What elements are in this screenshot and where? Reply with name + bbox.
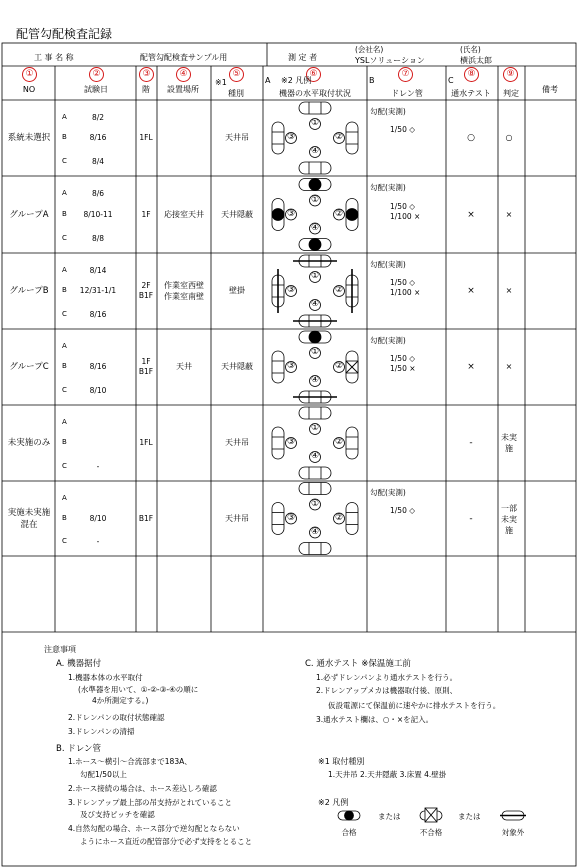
slope-value: 1/50 ◇ (390, 505, 415, 515)
position-number: ① (310, 423, 320, 433)
sub-label: B (62, 209, 67, 218)
left-capsule (272, 351, 284, 383)
position-number: ③ (286, 285, 296, 295)
col-a-label: 機器の水平取付状況 (279, 89, 351, 98)
notes-a-title: A. 機器据付 (56, 659, 102, 669)
note-item: 勾配1/50以上 (80, 770, 127, 779)
sub-label: C (62, 157, 67, 165)
slope-label: 勾配(実測) (370, 336, 406, 345)
notes-c-title: C. 通水テスト ※保温施工前 (305, 659, 411, 669)
notes-heading: 注意事項 (44, 645, 76, 654)
top-mark (309, 179, 321, 191)
unit-level-diagram (272, 483, 358, 555)
slope-value: 1/50 ◇ (390, 354, 415, 363)
company-name: YSLソリューション (355, 56, 425, 65)
sub-label: A (62, 342, 67, 350)
judgement: ○ (505, 133, 513, 142)
position-number: ① (310, 118, 320, 128)
slope-value: 1/100 × (390, 288, 421, 297)
water-test-result: - (469, 513, 473, 524)
sub-label: B (62, 513, 67, 522)
row-name: 実施未実施 (7, 507, 51, 518)
legend-pass-mark (345, 811, 354, 820)
sub-label: C (62, 310, 67, 318)
legend (338, 808, 526, 822)
unit-level-diagram (272, 255, 358, 327)
location-value: 作業室南壁 (164, 292, 204, 301)
person-label: (氏名) (460, 45, 481, 54)
test-date: 12/31-1/1 (79, 286, 117, 295)
sub-label: C (62, 537, 67, 545)
position-number: ③ (286, 512, 296, 523)
column-number-3: ③ (139, 67, 154, 82)
top-capsule (299, 102, 331, 114)
position-number: ③ (286, 208, 296, 219)
notes-b-title: B. ドレン管 (56, 744, 102, 754)
test-date: 8/6 (91, 189, 105, 198)
note2-title: ※2 凡例 (318, 798, 349, 807)
right-capsule (346, 122, 358, 154)
note-item: 及び支持ピッチを確認 (80, 810, 155, 819)
test-date: 8/14 (89, 266, 107, 275)
right-mark (346, 209, 358, 221)
judgement: × (505, 209, 513, 219)
floor-value: 2F (141, 281, 151, 290)
slope-label: 勾配(実測) (370, 260, 406, 269)
unit-level-diagram (272, 331, 358, 403)
position-number: ③ (286, 437, 296, 447)
note-item: 1.機器本体の水平取付 (68, 673, 143, 682)
col-no: NO (22, 85, 36, 94)
floor-value: 1F (141, 357, 151, 366)
judgement: 施 (505, 444, 513, 453)
col-judge: 判定 (503, 89, 519, 98)
sub-label: B (62, 362, 67, 370)
col-type: 種別 (228, 89, 244, 98)
water-test-result: × (467, 286, 475, 296)
test-date: 8/16 (89, 362, 107, 371)
top-mark (309, 331, 321, 343)
row-name: 混在 (20, 519, 38, 530)
water-test-result: × (467, 209, 475, 220)
slope-value: 1/50 ◇ (390, 125, 415, 134)
position-number: ④ (310, 451, 320, 461)
floor-value: 1FL (139, 438, 153, 447)
note-item: 3.ドレンパンの清掃 (68, 727, 135, 736)
unit-level-diagram (272, 102, 358, 174)
note-item: 2.ホース接続の場合は、ホース差込しろ確認 (68, 784, 217, 793)
col-c-head: C (448, 76, 454, 85)
test-date: 8/10 (89, 386, 107, 395)
type-value: 天井吊 (225, 513, 249, 523)
note-item: 3.ドレンアップ最上部の吊支持がとれていること (68, 798, 232, 807)
column-number-4: ④ (176, 67, 191, 82)
legend-na-label: 対象外 (501, 828, 525, 837)
project-name: 配管勾配検査サンプル用 (140, 53, 228, 62)
judgement: × (505, 286, 513, 295)
row-name: グループB (9, 286, 49, 296)
test-date: 8/10-11 (83, 209, 113, 219)
position-number: ② (334, 132, 344, 142)
position-number: ④ (310, 222, 320, 233)
column-number-2: ② (89, 67, 104, 82)
test-date: 8/16 (89, 310, 107, 319)
top-capsule (299, 407, 331, 419)
test-date: 8/2 (91, 113, 105, 122)
note-item: 4か所測定する。) (92, 696, 149, 705)
bottom-capsule (299, 467, 331, 479)
slope-value: 1/100 × (390, 211, 421, 221)
position-number: ② (334, 208, 344, 219)
position-number: ② (334, 285, 344, 295)
row-name: 系統未選択 (7, 133, 51, 143)
slope-label: 勾配(実測) (370, 488, 406, 497)
position-number: ② (334, 512, 344, 523)
sub-label: C (62, 386, 67, 394)
bottom-capsule (299, 543, 331, 555)
column-number-8: ⑧ (464, 67, 479, 82)
sub-label: A (62, 494, 67, 502)
company-label: (会社名) (355, 45, 384, 54)
col-type-note: ※1 (215, 78, 227, 87)
person-name: 横浜太郎 (460, 56, 492, 65)
outer-border (2, 43, 576, 866)
type-value: 天井吊 (225, 133, 249, 142)
position-number: ④ (310, 299, 320, 309)
column-number-9: ⑨ (503, 67, 518, 82)
row-name: グループC (9, 362, 49, 372)
legend-pass-label: 合格 (341, 828, 357, 837)
col-date: 試験日 (84, 85, 108, 94)
position-number: ③ (286, 132, 296, 142)
sub-label: B (62, 133, 67, 141)
unit-level-diagram (272, 407, 358, 479)
col-b-head: B (369, 76, 375, 85)
note-item: 3.通水テスト欄は、○・×を記入。 (316, 715, 434, 724)
note-item: 1.必ずドレンパンより通水テストを行う。 (316, 673, 458, 682)
position-number: ① (310, 271, 320, 281)
bottom-mark (309, 239, 321, 251)
left-mark (272, 209, 284, 221)
position-number: ④ (310, 375, 320, 385)
col-remarks: 備考 (542, 85, 558, 94)
note1-title: ※1 取付種別 (318, 757, 365, 766)
sub-label: B (62, 286, 67, 294)
column-number-5: ⑤ (229, 67, 244, 82)
note1-text: 1.天井吊 2.天井隠蔽 3.床置 4.壁掛 (328, 770, 447, 779)
water-test-result: × (467, 362, 475, 372)
column-number-7: ⑦ (398, 67, 413, 82)
position-number: ① (310, 194, 320, 205)
left-capsule (272, 503, 284, 535)
note-item: 2.ドレンアップメカは機器取付後、原則、 (316, 686, 458, 695)
position-number: ④ (310, 526, 320, 537)
note-item: ようにホース直近の配管部分で必ず支持をとること (80, 837, 253, 846)
note-item: (水準器を用いて、①-②-③-④の順に (78, 685, 199, 694)
location-value: 作業室西壁 (164, 281, 204, 290)
test-date: 8/16 (89, 133, 107, 142)
floor-value: 1F (141, 209, 151, 219)
slope-label: 勾配(実測) (370, 183, 406, 192)
judgement: 一部 (501, 503, 517, 513)
column-number-6: ⑥ (306, 67, 321, 82)
right-capsule (346, 503, 358, 535)
water-test-result: ○ (467, 133, 475, 143)
slope-label: 勾配(実測) (370, 107, 406, 116)
sub-label: A (62, 113, 67, 121)
position-number: ② (334, 361, 344, 371)
top-capsule (299, 483, 331, 495)
water-test-result: - (469, 438, 473, 448)
sub-label: B (62, 438, 67, 446)
type-value: 壁掛 (229, 286, 245, 295)
sub-label: A (62, 266, 67, 274)
position-number: ① (310, 498, 320, 509)
note-item: 1.ホース～横引～合流部まで183A、 (68, 757, 192, 766)
slope-value: 1/50 ◇ (390, 278, 415, 287)
col-a-head: A (265, 76, 271, 85)
floor-value: B1F (138, 291, 154, 300)
legend-or: または (378, 812, 401, 821)
type-value: 天井隠蔽 (221, 362, 253, 371)
legend-or: または (458, 812, 481, 821)
test-date: 8/4 (91, 157, 105, 166)
judgement: 施 (505, 525, 513, 535)
test-date: 8/10 (89, 513, 107, 523)
bottom-capsule (299, 162, 331, 174)
note-item: 4.自然勾配の場合、ホース部分で逆勾配とならない (68, 824, 240, 833)
col-c-label: 通水テスト (451, 89, 491, 98)
right-capsule (346, 427, 358, 459)
position-number: ④ (310, 146, 320, 156)
left-capsule (272, 427, 284, 459)
slope-value: 1/50 ◇ (390, 201, 415, 211)
sub-label: C (62, 234, 67, 242)
judgement: 未実 (501, 433, 517, 442)
floor-value: 1FL (139, 133, 153, 142)
position-number: ③ (286, 361, 296, 371)
sub-label: A (62, 418, 67, 426)
location-value: 天井 (176, 362, 192, 371)
test-date: - (96, 462, 100, 471)
judgement: × (505, 362, 513, 371)
type-value: 天井吊 (225, 438, 249, 447)
note-item: 仮設電源にて保温前に速やかに排水テストを行う。 (328, 701, 501, 710)
measurer-label: 測 定 者 (288, 53, 318, 62)
floor-value: B1F (138, 513, 154, 523)
location-value: 応接室天井 (164, 209, 204, 219)
slope-value: 1/50 × (390, 364, 416, 373)
position-number: ② (334, 437, 344, 447)
type-value: 天井隠蔽 (221, 209, 253, 219)
col-location: 設置場所 (167, 85, 199, 94)
test-date: - (96, 537, 100, 546)
col-a-note: ※2 凡例 (281, 76, 312, 85)
column-number-1: ① (22, 67, 37, 82)
col-b-label: ドレン管 (391, 89, 423, 98)
note-item: 2.ドレンパンの取付状態確認 (68, 713, 165, 722)
col-floor: 階 (142, 85, 150, 94)
position-number: ① (310, 347, 320, 357)
row-name: 未実施のみ (7, 438, 51, 448)
project-label: 工 事 名 称 (34, 53, 74, 62)
document-title: 配管勾配検査記録 (16, 27, 113, 41)
row-name: グループA (9, 209, 49, 220)
test-date: 8/8 (91, 234, 105, 243)
sub-label: A (62, 189, 67, 197)
left-capsule (272, 122, 284, 154)
sub-label: C (62, 462, 67, 470)
legend-fail-label: 不合格 (419, 828, 443, 837)
floor-value: B1F (138, 367, 154, 376)
unit-level-diagram (272, 179, 358, 251)
judgement: 未実 (501, 514, 517, 524)
